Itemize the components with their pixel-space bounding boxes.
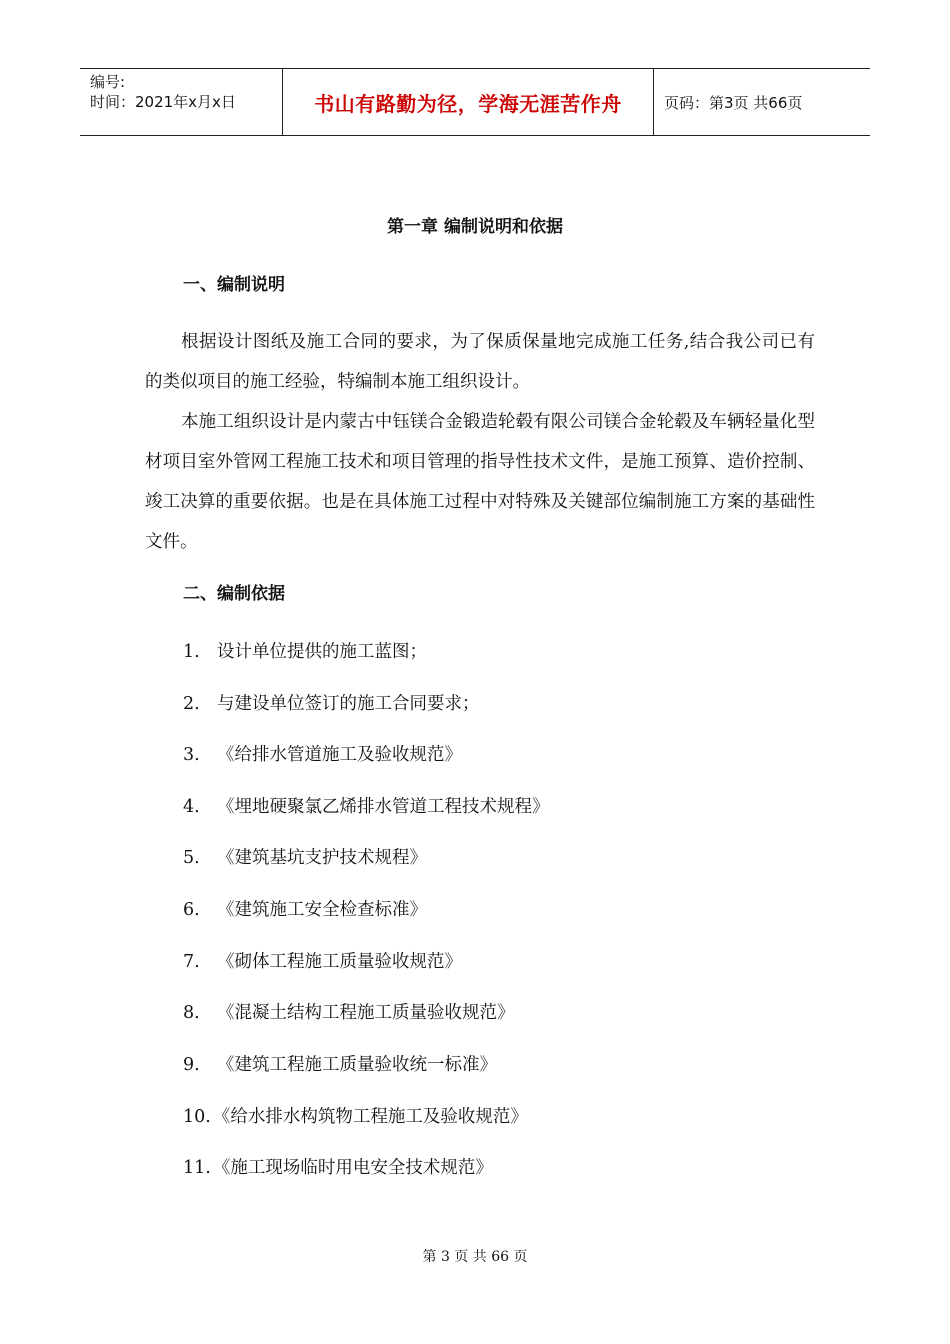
list-item-number: 7. (183, 952, 200, 972)
list-item-text: 《建筑工程施工质量验收统一标准》 (217, 1055, 497, 1075)
section-title-compilation-basis: 二、编制依据 (183, 584, 285, 604)
list-item-text: 《给排水管道施工及验收规范》 (217, 745, 462, 765)
list-item (183, 1156, 493, 1180)
list-item-number: 6. (183, 900, 200, 920)
header-left-cell (80, 69, 282, 135)
header-page-label: 页码：第3页 共66页 (664, 93, 803, 112)
list-item-number: 10. (183, 1107, 211, 1127)
list-item (183, 795, 550, 819)
list-item-number: 2. (183, 694, 200, 714)
section-title-compilation-notes: 一、编制说明 (183, 275, 285, 295)
list-item (183, 640, 427, 664)
document-number-label: 编号: (90, 73, 126, 91)
header-motto-cell (282, 69, 654, 135)
list-item (183, 898, 427, 922)
list-item-number: 11. (183, 1158, 211, 1178)
list-item-number: 4. (183, 797, 200, 817)
list-item-text: 《砌体工程施工质量验收规范》 (217, 952, 462, 972)
list-item-number: 3. (183, 745, 200, 765)
list-item (183, 692, 480, 716)
header-motto: 书山有路勤为径，学海无涯苦作舟 (314, 91, 622, 116)
list-item-text: 《施工现场临时用电安全技术规范》 (212, 1158, 493, 1178)
document-date-label: 时间：2021年x月x日 (90, 93, 236, 111)
list-item-text: 《建筑施工安全检查标准》 (217, 900, 427, 920)
list-item-text: 《建筑基坑支护技术规程》 (217, 848, 427, 868)
chapter-title: 第一章 编制说明和依据 (387, 217, 563, 237)
list-item-text: 《混凝土结构工程施工质量验收规范》 (217, 1003, 515, 1023)
list-item-text: 与建设单位签订的施工合同要求； (217, 694, 480, 714)
list-item-text: 《给水排水构筑物工程施工及验收规范》 (212, 1107, 528, 1127)
list-item (183, 1001, 515, 1025)
list-item-number: 8. (183, 1003, 200, 1023)
header-page-cell (654, 69, 870, 135)
list-item (183, 1053, 497, 1077)
page-footer: 第 3 页 共 66 页 (422, 1249, 528, 1265)
paragraph-2: 本施工组织设计是内蒙古中钰镁合金锻造轮毂有限公司镁合金轮毂及车辆轻量化型材项目室外管网工程施工技术和项目管理的指导性技术文件，是施工预算、造价控制、竣工决算的重要依据。也是在具体施工过程中对特殊及关键部位编制施工方案的基础性文件。 (145, 412, 815, 552)
list-item-number: 5. (183, 848, 200, 868)
paragraph-1: 根据设计图纸及施工合同的要求，为了保质保量地完成施工任务,结合我公司已有的类似项目的施工经验，特编制本施工组织设计。 (145, 332, 815, 392)
list-item-text: 《埋地硬聚氯乙烯排水管道工程技术规程》 (217, 797, 550, 817)
list-item (183, 1105, 528, 1129)
list-item-number: 1. (183, 642, 200, 662)
list-item-number: 9. (183, 1055, 200, 1075)
list-item-text: 设计单位提供的施工蓝图； (217, 642, 427, 662)
list-item (183, 950, 462, 974)
list-item (183, 846, 427, 870)
list-item (183, 743, 462, 767)
header-table (80, 68, 870, 136)
